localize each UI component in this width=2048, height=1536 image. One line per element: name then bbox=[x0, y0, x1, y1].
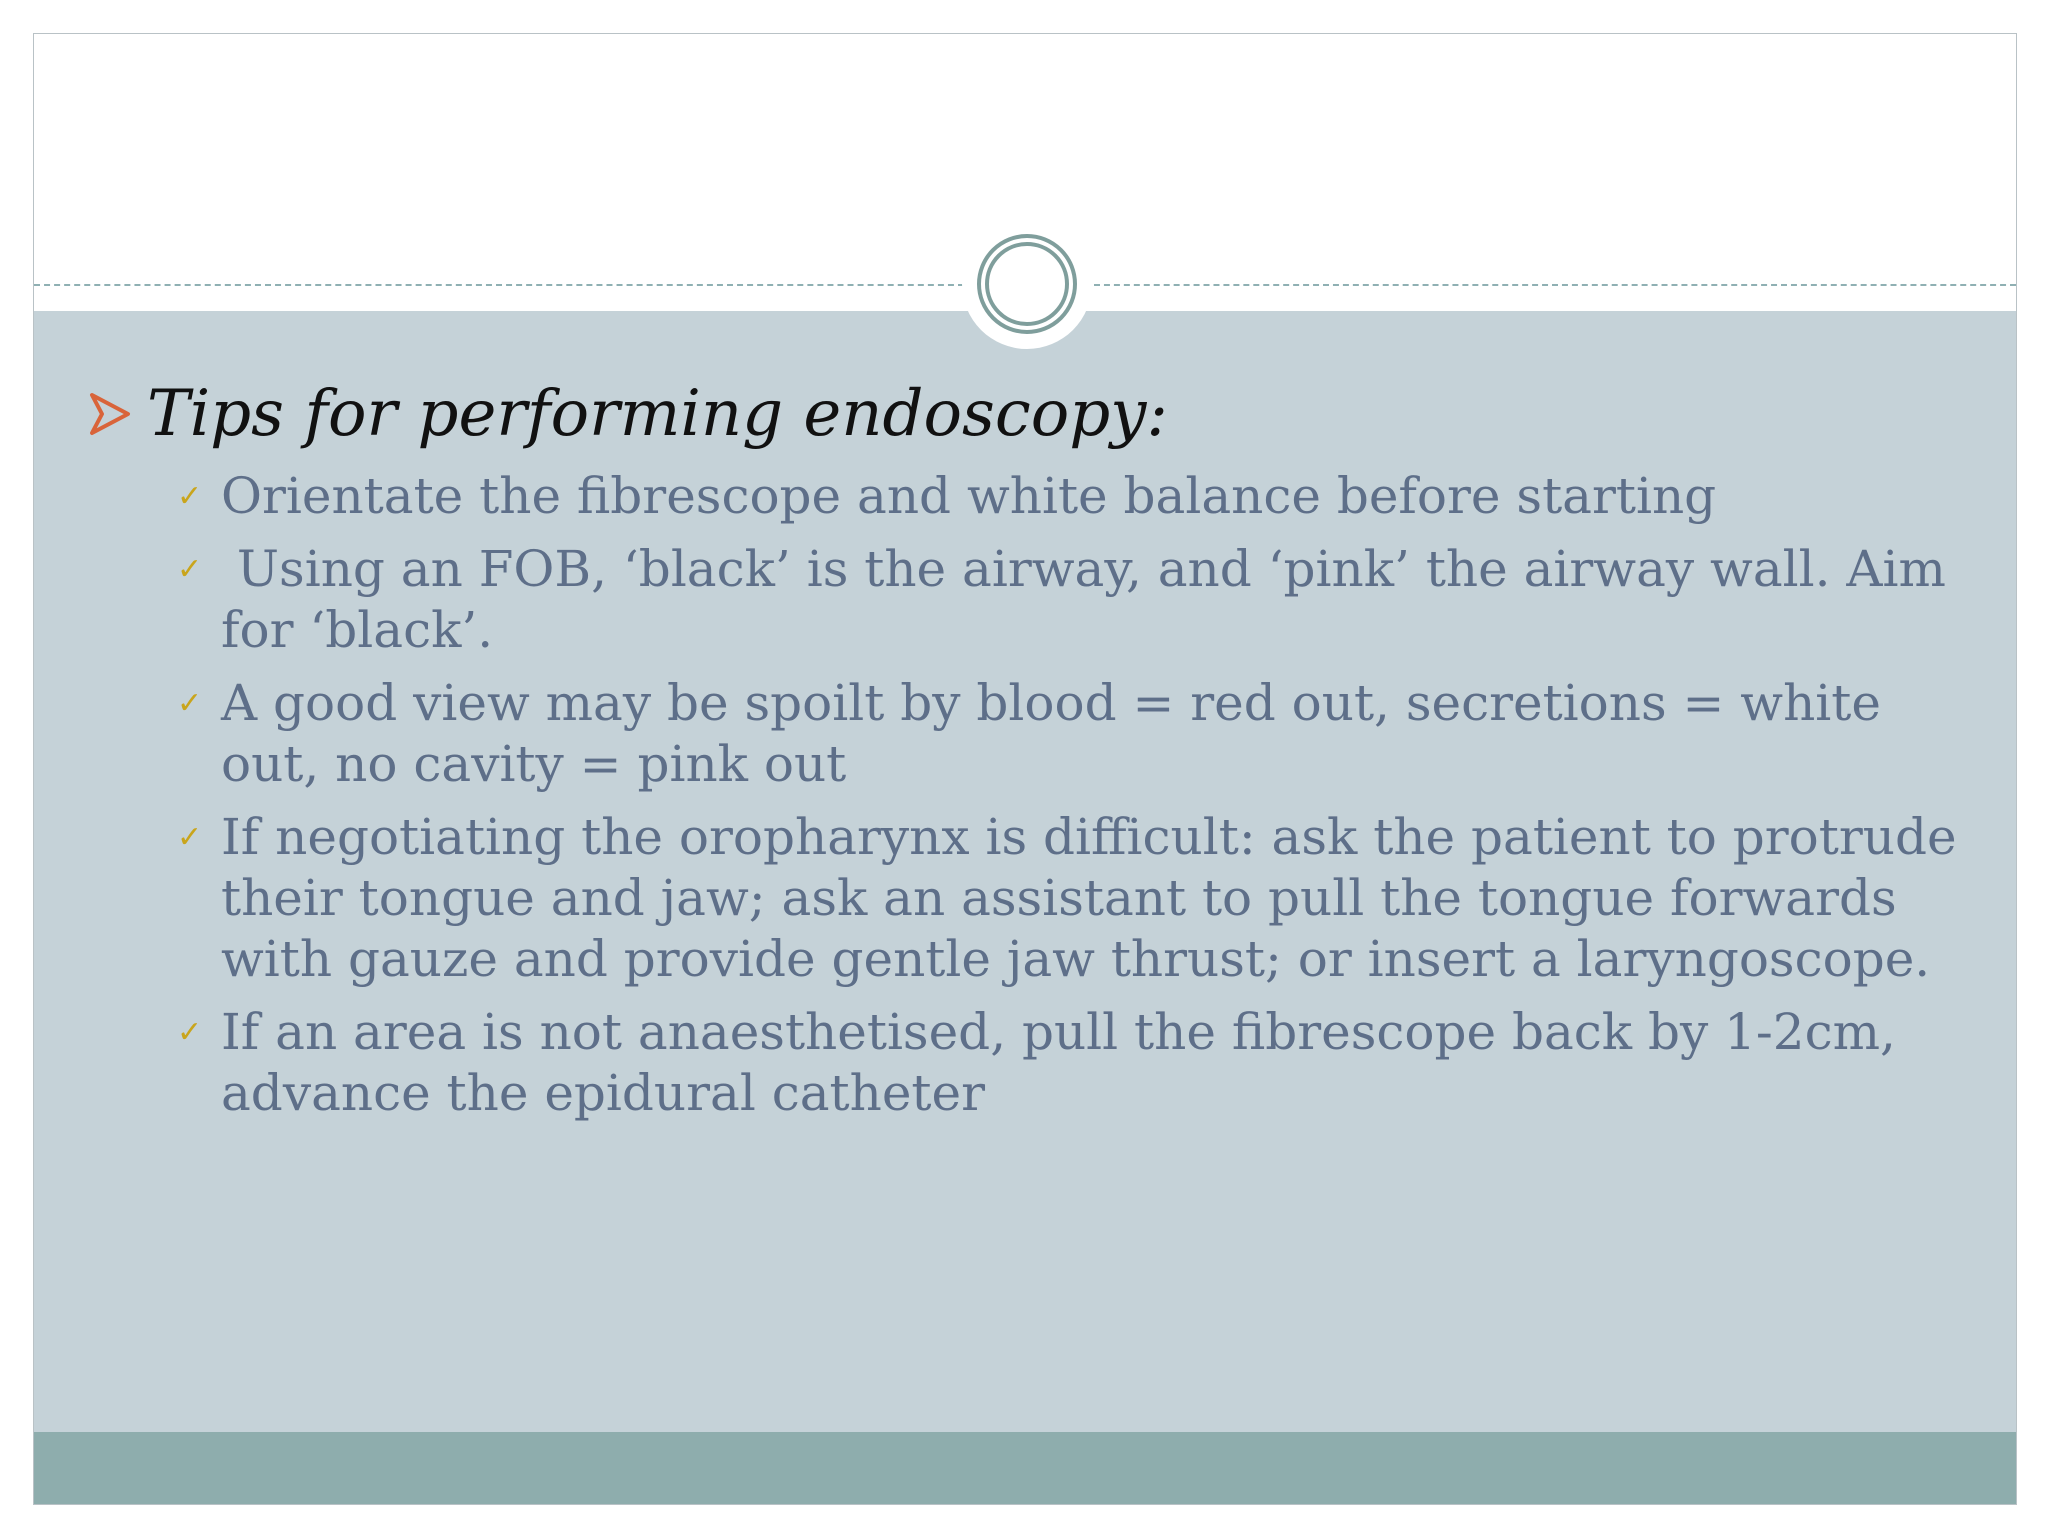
heading-row bbox=[89, 374, 1989, 454]
footer-bar bbox=[34, 1432, 2016, 1504]
list-item bbox=[89, 1002, 1989, 1124]
check-mark-icon: ✓ bbox=[177, 552, 203, 587]
bullet-list bbox=[89, 466, 1989, 1124]
slide-content bbox=[89, 374, 1989, 1136]
header-divider-left bbox=[34, 284, 964, 286]
double-circle-ornament-icon bbox=[977, 234, 1077, 334]
bullet-text: A good view may be spoilt by blood = red out, secretions = white out, no cavity = pink out bbox=[221, 674, 1881, 793]
list-item bbox=[89, 539, 1989, 661]
header-divider-right bbox=[1094, 284, 2016, 286]
check-mark-icon: ✓ bbox=[177, 479, 203, 514]
list-item bbox=[89, 807, 1989, 990]
check-mark-icon: ✓ bbox=[177, 686, 203, 721]
list-item bbox=[89, 466, 1989, 527]
bullet-text: If negotiating the oropharynx is difficult: ask the patient to protrude their tongue and jaw; ask an assistant to pull the tongue forwards with gauze and provide gentle jaw thrust; or insert a laryngoscope. bbox=[221, 808, 1957, 988]
slide-heading: Tips for performing endoscopy: bbox=[147, 377, 1168, 451]
bullet-text: Using an FOB, ‘black’ is the airway, and ‘pink’ the airway wall. Aim for ‘black’. bbox=[221, 540, 1962, 659]
bullet-text: Orientate the fibrescope and white balance before starting bbox=[221, 467, 1717, 525]
bullet-text: If an area is not anaesthetised, pull the fibrescope back by 1-2cm, advance the epidural catheter bbox=[221, 1003, 1896, 1122]
check-mark-icon: ✓ bbox=[177, 820, 203, 855]
arrow-right-icon bbox=[89, 389, 131, 439]
slide bbox=[33, 33, 2017, 1505]
list-item bbox=[89, 673, 1989, 795]
check-mark-icon: ✓ bbox=[177, 1015, 203, 1050]
